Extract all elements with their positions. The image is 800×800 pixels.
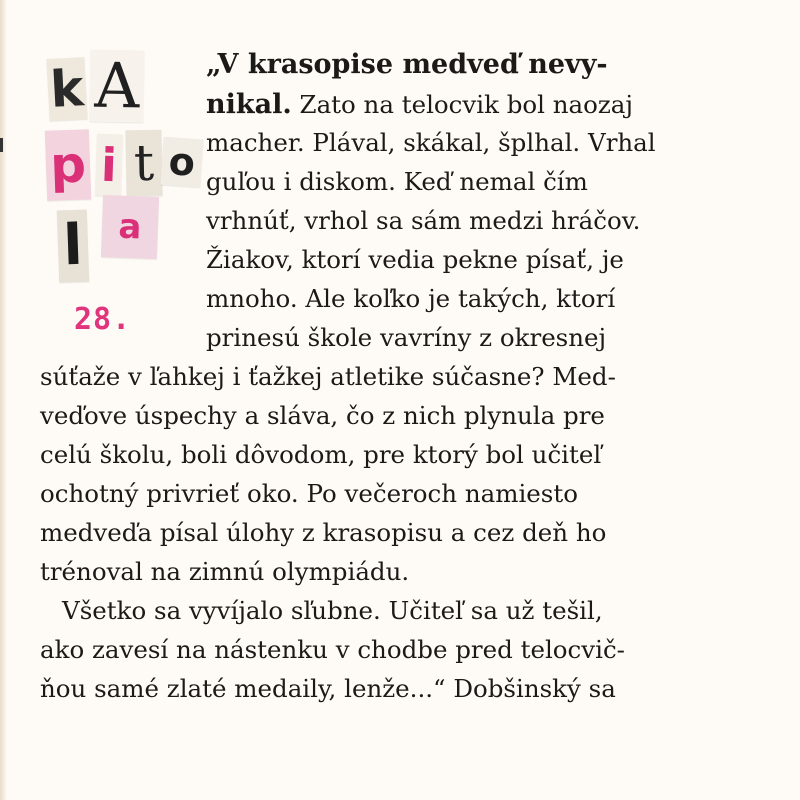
text-line: vrhnúť, vrhol sa sám medzi hráčov. [206,206,641,235]
text-line: ako zavesí na nástenku v chodbe pred telocvič- [40,635,625,664]
cutout-letter-o: o [160,137,203,188]
text-line: Žiakov, ktorí vedia pekne písať, je [206,245,624,274]
cutout-letter-l: l [57,209,89,282]
text-line: celú školu, boli dôvodom, pre ktorý bol učiteľ [40,440,602,469]
cutout-letter-a: a [101,195,159,259]
text-line-lead: „V krasopise medveď nevy- [206,49,608,80]
cutout-letter-i: i [95,134,123,197]
chapter-heading [40,28,200,298]
page-edge-shadow [0,0,6,800]
text-span: Zato na telocvik bol naozaj [299,90,634,119]
spine-mark [0,138,3,152]
text-line: mnoho. Ale koľko je takých, ktorí [206,284,616,313]
cutout-letter-A: A [89,50,144,123]
text-line: ňou samé zlaté medaily, lenže...“ Dobšinský sa [40,674,616,703]
lead-bold-word: nikal. [206,89,292,120]
text-line: veďove úspechy a sláva, čo z nich plynula pre [40,401,605,430]
cutout-letter-p: p [45,129,91,200]
text-line: ochotný privrieť oko. Po večeroch namiesto [40,479,578,508]
cutout-letter-k: k [46,57,87,121]
text-line: guľou i diskom. Keď nemal čím [206,167,588,196]
cutout-letter-t: t [125,130,162,197]
text-line: trénoval na zimnú olympiádu. [40,557,410,586]
text-line [206,86,633,124]
text-line-indent: Všetko sa vyvíjalo sľubne. Učiteľ sa už tešil, [62,596,603,625]
text-line: súťaže v ľahkej i ťažkej atletike súčasne? Med- [40,362,616,391]
text-line: prinesú škole vavríny z okresnej [206,323,607,352]
chapter-number: 28. [74,302,132,337]
text-line: macher. Plával, skákal, šplhal. Vrhal [206,128,656,157]
text-line: medveďa písal úlohy z krasopisu a cez deň ho [40,518,607,547]
